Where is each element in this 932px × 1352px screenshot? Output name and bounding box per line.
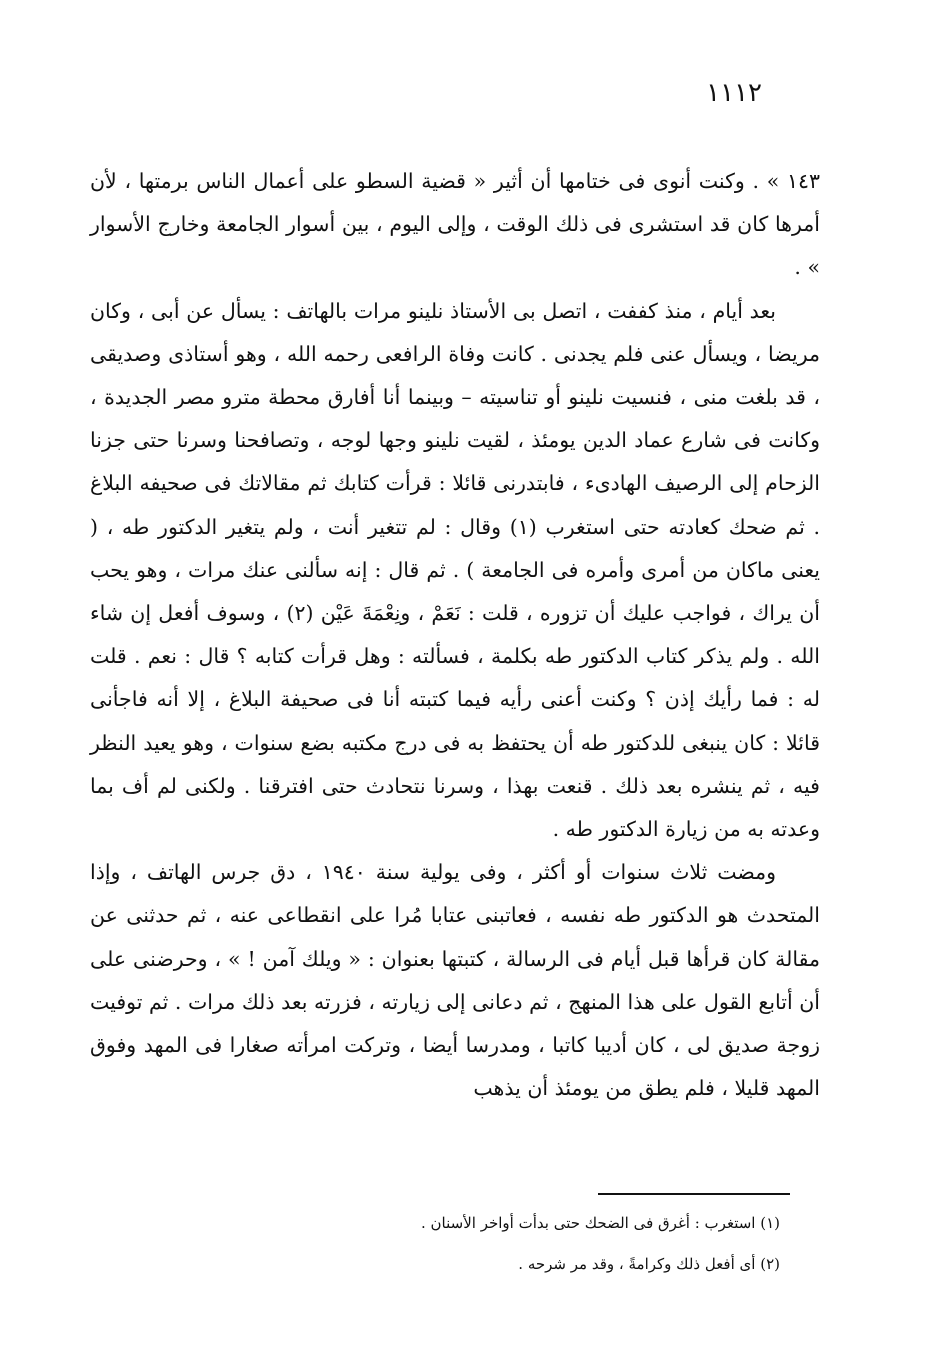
paragraph-phone-call: ومضت ثلاث سنوات أو أكثر ، وفى يولية سنة ١٩٤٠ ، دق جرس الهاتف ، وإذا المتحدث هو الدكتور طه نفسه ، فعاتبنى عتابا مُرا على انقطاعى عنه ، ثم حدثنى عن مقالة كان قرأها قبل أيام فى الرسالة ، كتبتها بعنوان : « ويلك آمن ! » ، وحرضنى على أن أتابع القول على هذا المنهج ، ثم دعانى إلى زيارته ، فزرته بعد ذلك مرات . ثم توفيت زوجة صديق لى ، كان أديبا كاتبا ، ومدرسا أيضا ، وتركت امرأته صغارا فى المهد وفوق المهد قليلا ، فلم يطق من يومئذ أن يذهب: [90, 860, 820, 1101]
footnote-2: (٢) أى أفعل ذلك وكرامةً ، وقد مر شرحه .: [518, 1255, 780, 1273]
footnote-divider: [598, 1193, 790, 1195]
body-text: [90, 160, 820, 1110]
paragraph-nallino-meeting: بعد أيام ، منذ كففت ، اتصل بى الأستاذ نلينو مرات بالهاتف : يسأل عن أبى ، وكان مريضا ، ويسأل عنى فلم يجدنى . كانت وفاة الرافعى رحمه الله ، وهو أستاذى وصديقى ، قد بلغت منى ، فنسيت نلينو أو تناسيته – وبينما أنا أفارق محطة مترو مصر الجديدة ، وكانت فى شارع عماد الدين يومئذ ، لقيت نلينو وجها لوجه ، وتصافحنا وسرنا حتى جزنا الزحام إلى الرصيف الهادىء ، فابتدرنى قائلا : قرأت كتابك ثم مقالاتك فى صحيفه البلاغ . ثم ضحك كعادته حتى استغرب (١) وقال : لم تتغير أنت ، ولم يتغير الدكتور طه ، ( يعنى ماكان من أمرى وأمره فى الجامعة ) . ثم قال : إنه سألنى عنك مرات ، وهو يحب أن يراك ، فواجب عليك أن تزوره ، قلت : نَعَمْ ، ونِعْمَةَ عَيْن (٢) ، وسوف أفعل إن شاء الله . ولم يذكر كتاب الدكتور طه بكلمة ، فسألته : وهل قرأت كتابه ؟ قال : نعم . قلت له : فما رأيك إذن ؟ وكنت أعنى رأيه فيما كتبته أنا فى صحيفة البلاغ ، إلا أنه فاجأنى قائلا : كان ينبغى للدكتور طه أن يحتفظ به فى درج مكتبه بضع سنوات ، وهو يعيد النظر فيه ، ثم ينشره بعد ذلك . قنعت بهذا ، وسرنا نتحادث حتى افترقنا . ولكنى لم أف بما وعدته به من زيارة الدكتور طه .: [90, 298, 820, 842]
paragraph-continuation: ١٤٣ » . وكنت أنوى فى ختامها أن أثير « قضية السطو على أعمال الناس برمتها ، لأن أمرها كان قد استشرى فى ذلك الوقت ، وإلى اليوم ، بين أسوار الجامعة وخارج الأسوار » .: [90, 169, 820, 280]
page-number: ١١١٢: [706, 78, 762, 108]
footnote-1: (١) استغرب : أغرق فى الضحك حتى بدأت أواخر الأسنان .: [420, 1214, 780, 1232]
footnotes: [90, 1203, 780, 1285]
